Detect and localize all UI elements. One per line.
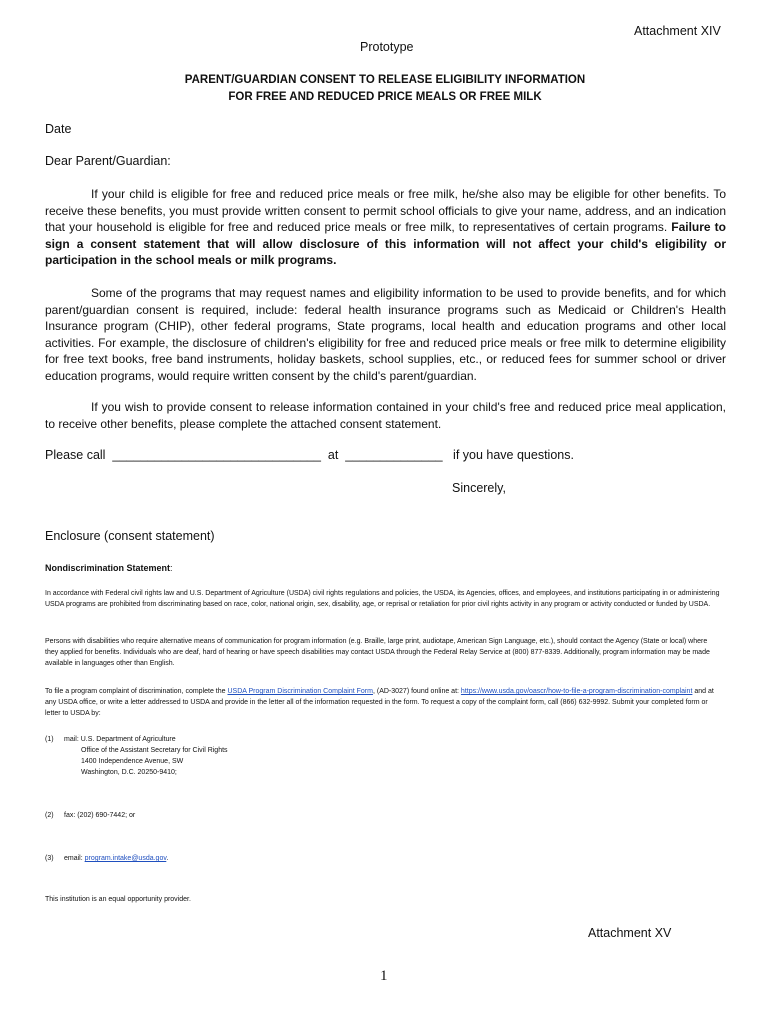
complaint-text-b: , (AD-3027) found online at:	[372, 688, 461, 695]
page-number: 1	[380, 968, 388, 984]
nondiscrimination-heading	[45, 563, 173, 573]
prototype-label: Prototype	[360, 40, 414, 54]
paragraph-eligibility-bold: Failure to sign a consent statement that will allow disclosure of this information will not affect your child's eligibility or participation in the school meals or milk programs.	[45, 220, 726, 267]
title-line-2: FOR FREE AND REDUCED PRICE MEALS OR FREE MILK	[228, 91, 542, 103]
mail-line-4: Washington, D.C. 20250-9410;	[81, 769, 177, 776]
mail-line-2: Office of the Assistant Secretary for Civil Rights	[81, 747, 228, 754]
contact-name-blank: ______________________________	[112, 448, 321, 462]
document-title	[0, 72, 770, 106]
contact-suffix: if you have questions.	[442, 448, 574, 462]
paragraph-programs: Some of the programs that may request names and eligibility information to be used to provide benefits, and for which parent/guardian consent is required, include: federal health insurance programs such as Medicaid or Children's Health Insurance program (CHIP), other federal programs, State programs, local health and education programs and other local activities. For example, the disclosure of children's eligibility for free and reduced price meals or free milk to determine eligibility for free text books, free band instruments, holiday baskets, school supplies, etc., or reduced fees for summer school or driver education programs, would require written consent by the child's parent/guardian.	[45, 286, 726, 383]
paragraph-consent: If you wish to provide consent to release information contained in your child's free and reduced price meal application, to receive other benefits, please complete the attached consent statement.	[45, 400, 726, 431]
contact-at: at	[320, 448, 346, 462]
list-number: (1)	[45, 736, 54, 743]
complaint-text-a: To file a program complaint of discrimination, complete the	[45, 688, 228, 695]
nondiscrimination-paragraph-2: Persons with disabilities who require alternative means of communication for program information (e.g. Braille, large print, audiotape, American Sign Language, etc.), should contact the Agency (State or local) where they applied for benefits. Individuals who are deaf, hard of hearing or have speech disabilities may contact USDA through the Federal Relay Service at (800) 877-8339. Additionally, program information may be made available in languages other than English.	[45, 638, 710, 667]
mail-line-3: 1400 Independence Avenue, SW	[81, 758, 184, 765]
closing: Sincerely,	[452, 481, 506, 495]
list-number: (3)	[45, 855, 54, 862]
email-text	[64, 853, 168, 864]
attachment-label-bottom: Attachment XV	[588, 926, 672, 940]
nondiscrimination-paragraph-1: In accordance with Federal civil rights law and U.S. Department of Agriculture (USDA) civil rights regulations and policies, the USDA, its Agencies, offices, and employees, and institutions participating in or administering USDA programs are prohibited from discriminating based on race, color, national origin, sex, disability, age, or reprisal or retaliation for prior civil rights activity in any program or activity conducted or funded by USDA.	[45, 590, 720, 608]
contact-phone-blank: ______________	[345, 448, 443, 462]
nondiscrimination-paragraph-3	[45, 686, 720, 719]
contact-line	[45, 448, 574, 462]
email-suffix: .	[166, 855, 169, 862]
list-number: (2)	[45, 812, 54, 819]
title-line-1: PARENT/GUARDIAN CONSENT TO RELEASE ELIGIBILITY INFORMATION	[184, 74, 586, 86]
nondiscrimination-heading-text: Nondiscrimination Statement	[45, 563, 171, 573]
equal-opportunity-statement: This institution is an equal opportunity provider.	[45, 896, 191, 903]
complaint-url-link[interactable]: https://www.usda.gov/oascr/how-to-file-a-program-discrimination-complaint	[460, 688, 693, 695]
enclosure-note: Enclosure (consent statement)	[45, 529, 215, 543]
paragraph-eligibility-text: If your child is eligible for free and reduced price meals or free milk, he/she also may be eligible for other benefits. To receive these benefits, you must provide written consent to permit school officials to give your name, address, and an indication that your household is eligible for free and reduced price meals or free milk, to representatives of certain programs.	[45, 187, 726, 234]
paragraph-eligibility	[45, 186, 726, 269]
mail-address	[64, 734, 228, 778]
nondiscrimination-heading-colon: :	[170, 563, 173, 573]
complaint-text-c: and at any USDA office, or write a letter addressed to USDA and provide in the letter all of the information requested in the form. To request a copy of the complaint form, call (866) 632-9992. Submit your completed form or letter to USDA by:	[45, 688, 714, 717]
attachment-label-top: Attachment XIV	[634, 24, 721, 38]
email-prefix: email:	[64, 855, 85, 862]
salutation: Dear Parent/Guardian:	[45, 154, 171, 168]
mail-line-1: mail: U.S. Department of Agriculture	[64, 736, 176, 743]
contact-prefix: Please call	[45, 448, 113, 462]
complaint-form-link[interactable]: USDA Program Discrimination Complaint Form	[227, 688, 373, 695]
date-label: Date	[45, 122, 72, 136]
email-link[interactable]: program.intake@usda.gov	[84, 855, 167, 862]
fax-text: fax: (202) 690-7442; or	[64, 812, 136, 819]
